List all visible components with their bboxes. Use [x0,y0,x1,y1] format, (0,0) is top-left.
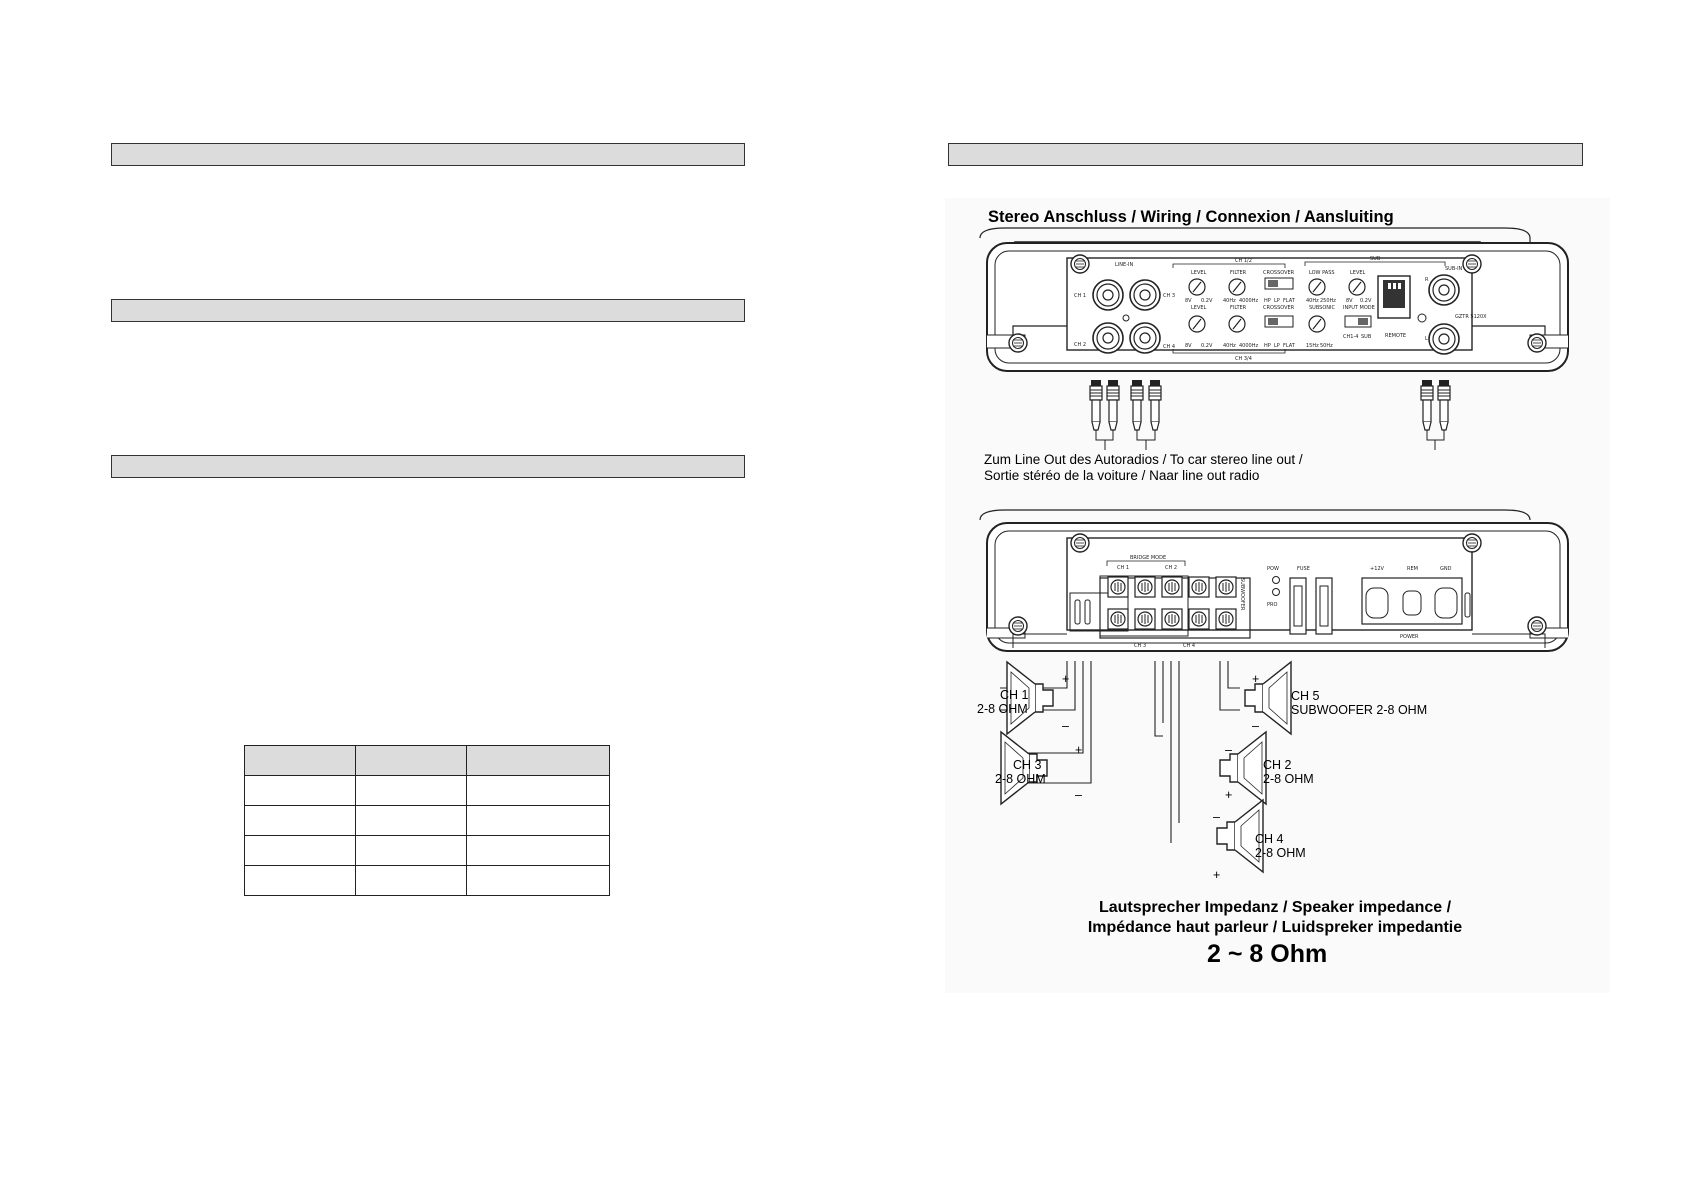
spec-table [244,745,610,896]
ch34-group-label: CH 3/4 [1235,356,1252,362]
pro-led-label: PRO [1267,602,1278,608]
ch1-speaker-impedance: 2-8 OHM [977,702,1028,716]
crossover-label-1: CROSSOVER [1263,270,1295,276]
low-pass-label: LOW PASS [1309,270,1335,276]
table-row [245,806,610,836]
table-cell [467,836,610,866]
level-label-2: LEVEL [1191,305,1207,311]
input-mode-ch14-label: CH1-4 [1343,334,1359,340]
line-out-note-line-2: Sortie stéréo de la voiture / Naar line out radio [984,468,1260,483]
subsonic-label: SUBSONIC [1309,305,1335,311]
sub-level-max-label: 0.2V [1360,298,1372,304]
sub-level-min-label: 8V [1346,298,1353,304]
table-cell [356,806,467,836]
ch2-in-label: CH 2 [1074,342,1087,348]
ch5-minus-sign: – [1252,719,1259,733]
input-mode-sub-label: SUB [1361,334,1372,340]
v12-label: +12V [1370,566,1384,572]
table-cell [245,806,356,836]
ch2-minus-sign: – [1225,743,1232,757]
section-header-bar-1 [111,143,745,166]
subwoofer-terminal-label: SUBWOOFER [1239,578,1245,611]
filter-label-2: FILTER [1230,305,1247,311]
table-row [245,776,610,806]
xover-flat-label-2: FLAT [1283,343,1295,349]
xover-hp-label-1: HP [1264,298,1271,304]
ch4-minus-sign: – [1213,810,1220,824]
diagram-title: Stereo Anschluss / Wiring / Connexion / Aansluiting [988,208,1394,226]
xover-lp-label-2: LP [1274,343,1280,349]
ch3-in-label: CH 3 [1163,293,1176,299]
table-row [245,836,610,866]
crossover-label-2: CROSSOVER [1263,305,1295,311]
table-cell [467,806,610,836]
sub-in-l-label: L [1425,336,1428,342]
ch1-minus-sign: – [1062,719,1069,733]
table-header-row [245,746,610,776]
table-cell [356,836,467,866]
ch5-speaker-name: CH 5 [1291,689,1320,703]
lp-max-label: 250Hz [1320,298,1336,304]
table-cell [356,746,467,776]
bridge-mode-label: BRIDGE MODE [1130,555,1167,561]
fuse-label: FUSE [1297,566,1310,572]
level-min-label-1: 8V [1185,298,1192,304]
ch3-speaker-name: CH 3 [1013,758,1042,772]
sub-group-label: SUB [1370,256,1381,262]
ch1-plus-sign: + [1062,672,1070,686]
level-max-label-2: 0.2V [1201,343,1213,349]
filter-min-label-1: 40Hz [1223,298,1236,304]
ch2-speaker-name: CH 2 [1263,758,1292,772]
model-label: GZTR 5120X [1455,314,1487,320]
ch4-speaker-impedance: 2-8 OHM [1255,846,1306,860]
ch5-plus-sign: + [1252,672,1260,686]
rem-label: REM [1407,566,1418,572]
bridge-ch4-label: CH 4 [1183,643,1196,649]
table-row [245,866,610,896]
subsonic-max-label: 50Hz [1320,343,1333,349]
ch12-group-label: CH 1/2 [1235,258,1252,264]
amp-input-panel [980,228,1568,371]
impedance-value: 2 ~ 8 Ohm [1207,940,1328,968]
subsonic-min-label: 15Hz [1306,343,1319,349]
power-label: POWER [1400,634,1419,640]
remote-label: REMOTE [1385,333,1407,339]
ch2-plus-sign: + [1225,788,1233,802]
table-cell [245,746,356,776]
sub-in-label: SUB-IN [1445,266,1463,272]
ch1-speaker-name: CH 1 [1000,688,1029,702]
filter-min-label-2: 40Hz [1223,343,1236,349]
section-header-bar-3 [111,455,745,478]
ch4-plus-sign: + [1213,868,1221,882]
ch1-in-label: CH 1 [1074,293,1087,299]
wiring-diagram [945,198,1610,993]
input-mode-label: INPUT MODE [1343,305,1375,311]
table-cell [356,866,467,896]
sub-in-r-label: R [1425,277,1429,283]
table-cell [245,866,356,896]
table-cell [245,836,356,866]
table-cell [467,866,610,896]
xover-flat-label-1: FLAT [1283,298,1295,304]
table-cell [245,776,356,806]
ch4-in-label: CH 4 [1163,344,1176,350]
wiring-drawing [945,198,1610,993]
level-min-label-2: 8V [1185,343,1192,349]
ch3-minus-sign: – [1075,788,1082,802]
bridge-ch1-label: CH 1 [1117,565,1130,571]
line-in-label: LINE-IN [1115,262,1134,268]
bridge-ch2-label: CH 2 [1165,565,1178,571]
section-header-bar-2 [111,299,745,322]
filter-max-label-1: 4000Hz [1239,298,1259,304]
level-max-label-1: 0.2V [1201,298,1213,304]
lp-min-label: 40Hz [1306,298,1319,304]
gnd-label: GND [1440,566,1452,572]
xover-hp-label-2: HP [1264,343,1271,349]
ch4-speaker-name: CH 4 [1255,832,1284,846]
table-cell [467,776,610,806]
ch3-speaker-impedance: 2-8 OHM [995,772,1046,786]
xover-lp-label-1: LP [1274,298,1280,304]
ch3-plus-sign: + [1075,743,1083,757]
ch2-speaker-impedance: 2-8 OHM [1263,772,1314,786]
section-header-bar-right [948,143,1583,166]
bridge-ch3-label: CH 3 [1134,643,1147,649]
sub-level-label: LEVEL [1350,270,1366,276]
pow-led-label: POW [1267,566,1279,572]
table-cell [356,776,467,806]
rca-cables [1090,380,1450,450]
filter-max-label-2: 4000Hz [1239,343,1259,349]
amp-power-panel [980,510,1568,651]
line-out-note-line-1: Zum Line Out des Autoradios / To car stereo line out / [984,452,1303,467]
impedance-line-1: Lautsprecher Impedanz / Speaker impedance / [1098,899,1452,916]
filter-label-1: FILTER [1230,270,1247,276]
ch5-speaker-impedance: SUBWOOFER 2-8 OHM [1291,703,1428,717]
table-cell [467,746,610,776]
level-label-1: LEVEL [1191,270,1207,276]
impedance-line-2: Impédance haut parleur / Luidspreker impedantie [1087,919,1463,936]
